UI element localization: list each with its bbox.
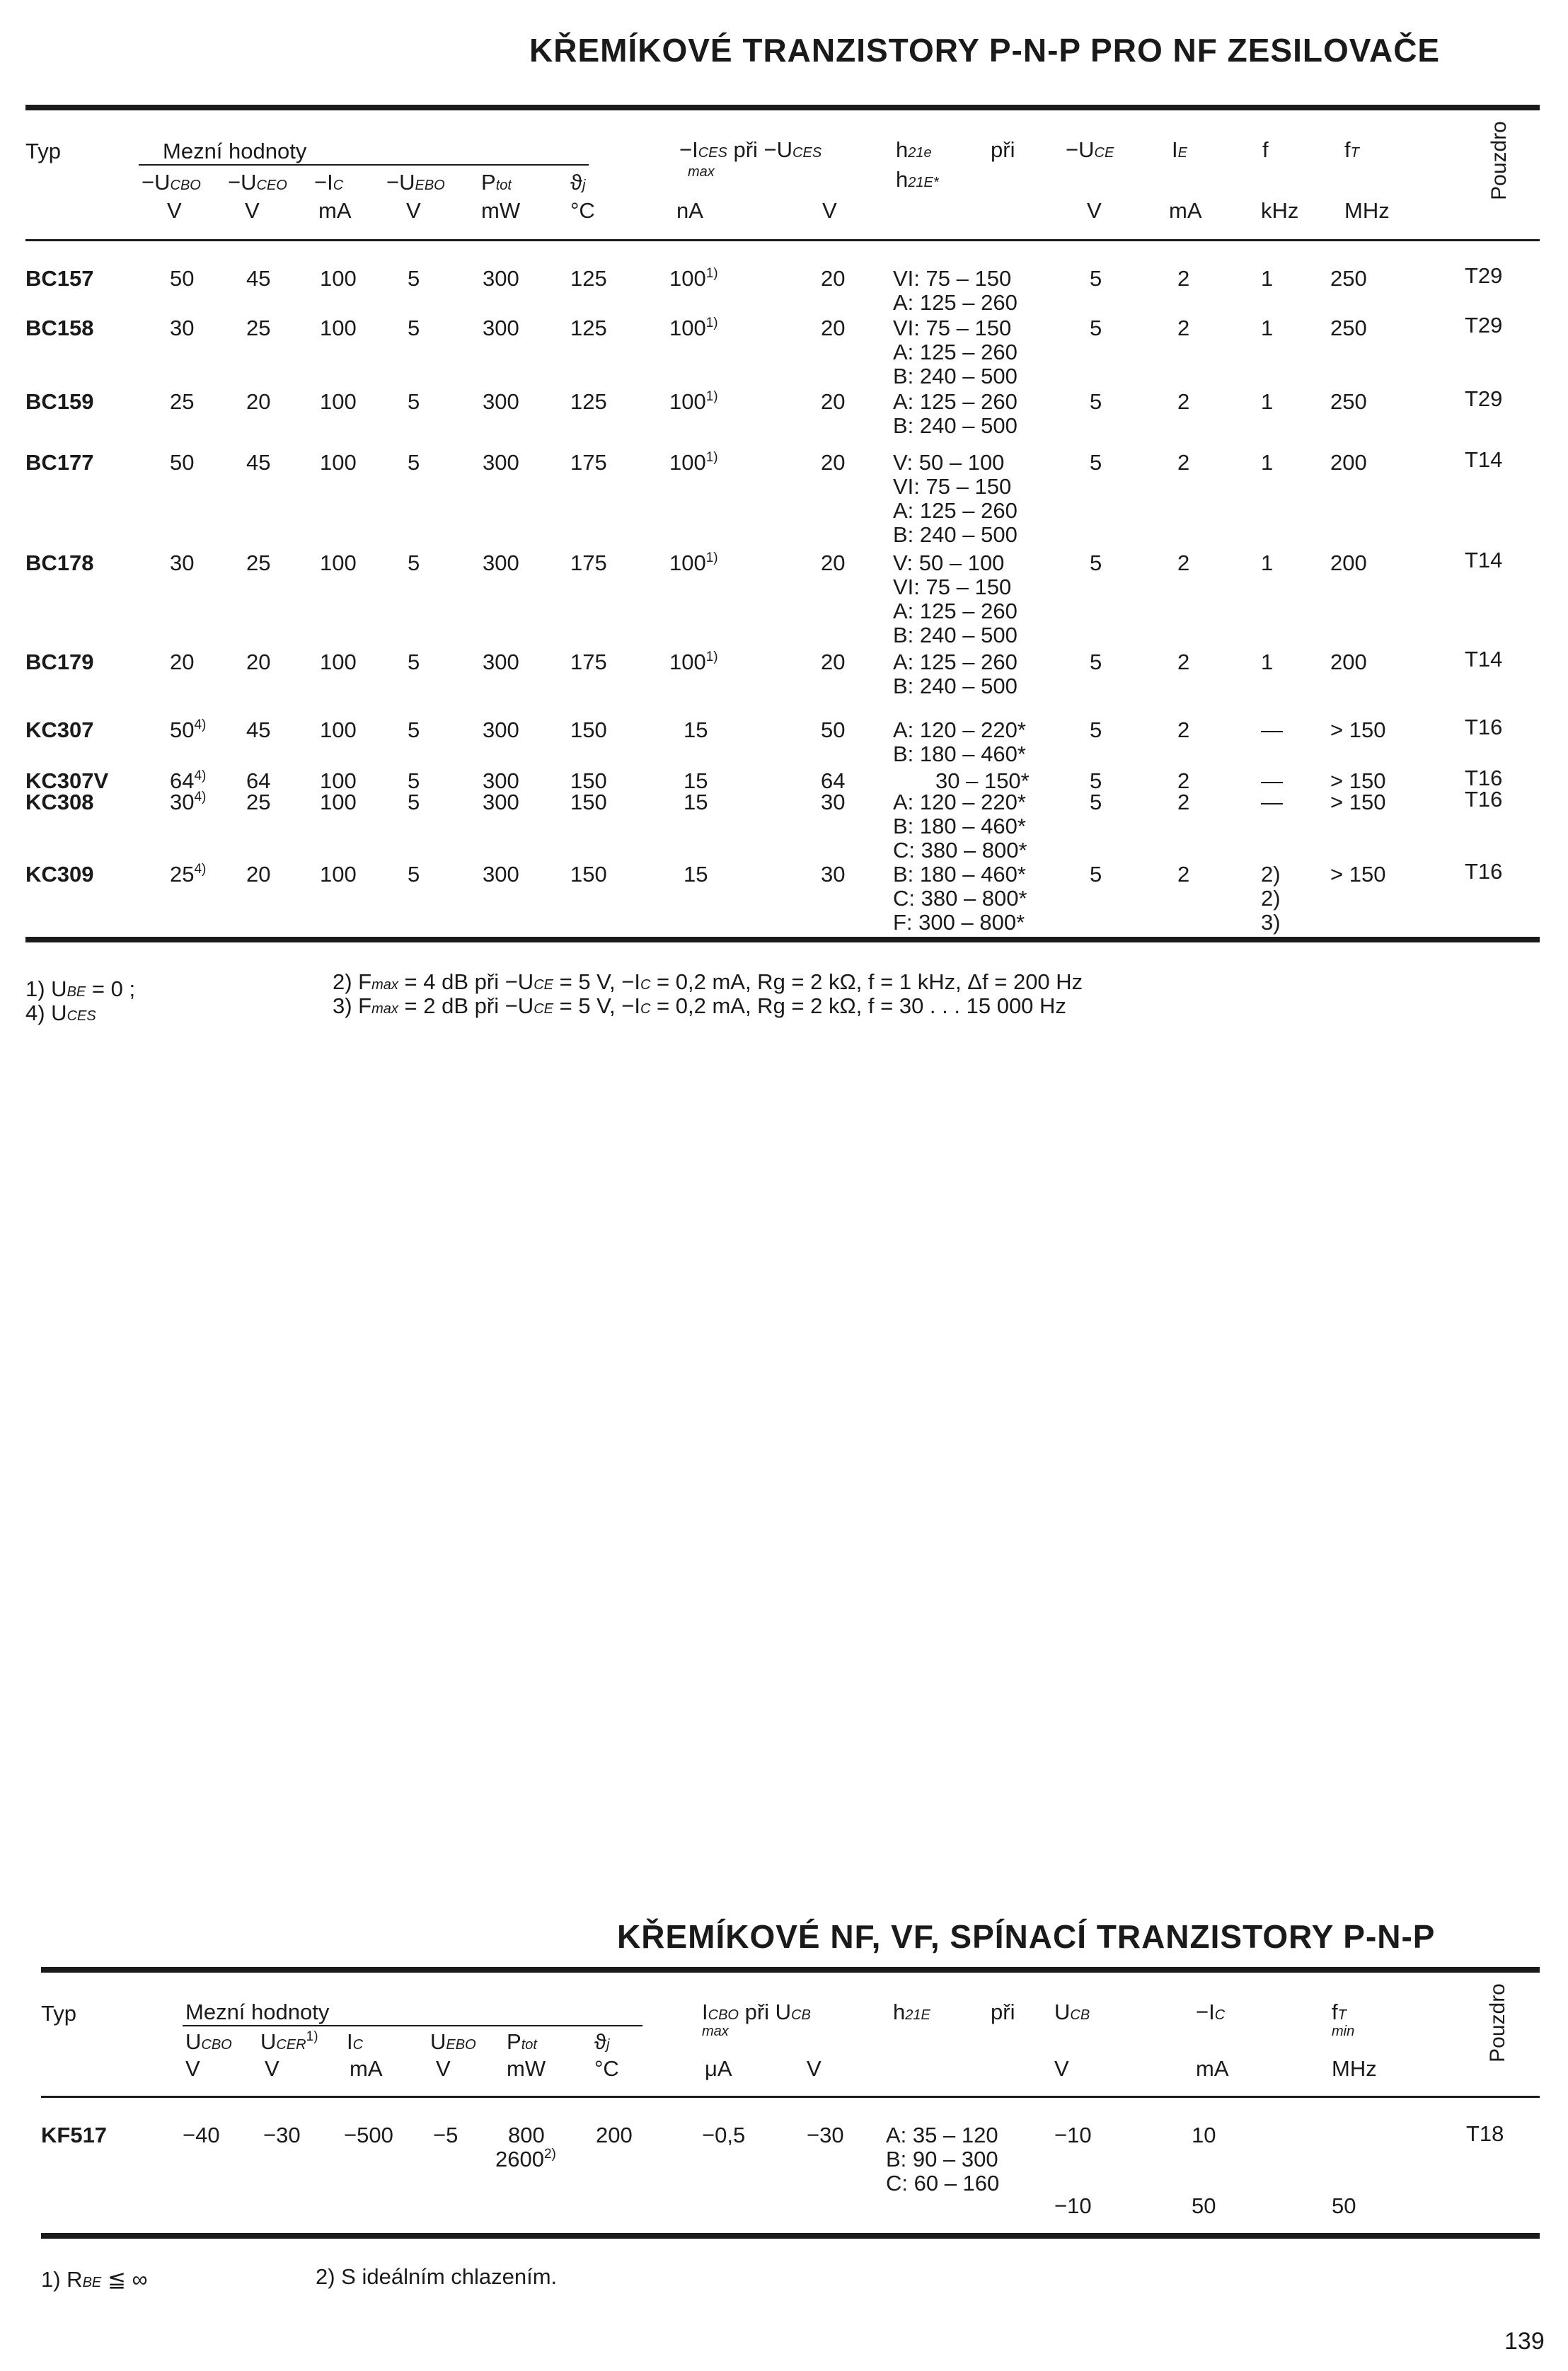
t2-cell-ic2a: 10 <box>1192 2123 1216 2147</box>
t1-cell-ices: 100$^{1)}$ <box>669 266 718 291</box>
t1-cell-uces: 20 <box>821 266 846 291</box>
footnote-mark: 4) <box>194 717 207 732</box>
t1-cell-h21: A: 125 – 260 <box>893 340 1018 364</box>
t1-cell-uces: 20 <box>821 650 846 674</box>
t1-cell-uebo: 5 <box>408 790 420 814</box>
t1-cell-typ: BC178 <box>25 550 94 575</box>
t1-cell-h21: VI: 75 – 150 <box>893 316 1012 340</box>
t1-cell-ic: 100 <box>320 717 357 742</box>
footnote-mark: 1) <box>705 389 718 404</box>
t1-cell-ft: > 150 <box>1330 862 1386 887</box>
t1-cell-uces: 20 <box>821 450 846 475</box>
t1-unit: nA <box>676 198 703 223</box>
t1-cell-uebo: 5 <box>408 266 420 291</box>
t2-cell-h21-2: C: 60 – 160 <box>886 2171 1000 2196</box>
footnote-mark: 1) <box>705 450 718 465</box>
t1-cell-ucbo: 30 <box>170 316 195 340</box>
t2-cell-ucbo: −40 <box>183 2123 220 2147</box>
table1-top-rule <box>25 105 1540 110</box>
t2-note-2: 2) S ideálním chlazením. <box>316 2264 558 2289</box>
t1-cell-typ: BC158 <box>25 316 94 340</box>
t2-hdr-ic: IC <box>347 2029 364 2054</box>
t1-cell-h21: B: 180 – 460* <box>893 814 1026 838</box>
t1-cell-h21: A: 125 – 260 <box>893 599 1018 623</box>
table2-bottom-rule <box>41 2233 1540 2239</box>
t2-cell-ucb: −30 <box>807 2123 844 2147</box>
t1-cell-uebo: 5 <box>408 717 420 742</box>
t1-cell-uebo: 5 <box>408 768 420 793</box>
t2-unit: V <box>265 2056 279 2081</box>
t2-header-rule <box>41 2096 1540 2098</box>
t1-cell-uce: 5 <box>1090 768 1102 793</box>
t1-cell-h21: C: 380 – 800* <box>893 838 1027 863</box>
t1-cell-uebo: 5 <box>408 650 420 674</box>
t1-cell-uebo: 5 <box>408 862 420 887</box>
t1-cell-uce: 5 <box>1090 316 1102 340</box>
t1-cell-h21: B: 240 – 500 <box>893 413 1018 438</box>
t1-unit: °C <box>570 198 595 223</box>
t1-cell-h21: A: 125 – 260 <box>893 650 1018 674</box>
t1-cell-ic: 100 <box>320 266 357 291</box>
t2-hdr-icbo: ICBO při UCB <box>702 2000 811 2024</box>
t1-note-3: 3) Fmax = 2 dB při −UCE = 5 V, −IC = 0,2 mA, Rg = 2 kΩ, f = 30 . . . 15 000 Hz <box>333 993 1066 1018</box>
t1-cell-tj: 175 <box>570 450 607 475</box>
t1-cell-typ: KC307V <box>25 768 109 793</box>
t2-unit: °C <box>594 2056 619 2081</box>
t1-cell-f: 1 <box>1261 389 1274 414</box>
t1-cell-ie: 2 <box>1177 650 1190 674</box>
t1-cell-pouzdro: T16 <box>1465 715 1503 739</box>
t1-hdr-ic: −IC <box>314 170 344 195</box>
t1-unit: V <box>167 198 182 223</box>
t2-cell-tj: 200 <box>596 2123 633 2147</box>
t2-hdr-mezni: Mezní hodnoty <box>185 2000 330 2024</box>
t1-cell-ices: 15 <box>684 717 708 742</box>
t2-hdr-tj: ϑj <box>594 2029 610 2054</box>
t1-cell-f: — <box>1261 790 1283 814</box>
t1-cell-h21: A: 125 – 260 <box>893 498 1018 523</box>
t1-cell-h21: B: 240 – 500 <box>893 674 1018 698</box>
t1-cell-h21: C: 380 – 800* <box>893 886 1027 911</box>
t2-unit: MHz <box>1332 2056 1377 2081</box>
t1-unit: mA <box>318 198 352 223</box>
t2-mezni-underline <box>183 2025 642 2026</box>
t1-cell-ic: 100 <box>320 862 357 887</box>
t1-cell-uce: 5 <box>1090 862 1102 887</box>
page-number: 139 <box>1504 2328 1545 2355</box>
t2-cell-ic2b: 50 <box>1192 2193 1216 2218</box>
t1-cell-ptot: 300 <box>483 266 519 291</box>
t1-cell-uebo: 5 <box>408 389 420 414</box>
t2-cell-ucb2a: −10 <box>1054 2123 1092 2147</box>
t1-cell-ie: 2 <box>1177 389 1190 414</box>
t1-cell-ie: 2 <box>1177 790 1190 814</box>
t1-cell-ft: 200 <box>1330 450 1367 475</box>
t1-hdr-ucbo: −UCBO <box>142 170 201 195</box>
t1-cell-f: 2) <box>1261 886 1281 911</box>
footnote-mark: 1) <box>705 316 718 330</box>
t1-cell-ptot: 300 <box>483 790 519 814</box>
t1-cell-pouzdro: T29 <box>1465 386 1503 411</box>
t1-cell-ft: 200 <box>1330 650 1367 674</box>
t1-cell-ic: 100 <box>320 790 357 814</box>
t1-cell-ft: > 150 <box>1330 717 1386 742</box>
t1-cell-ices: 15 <box>684 790 708 814</box>
t1-cell-h21: B: 180 – 460* <box>893 862 1026 887</box>
footnote-mark: 4) <box>194 862 207 877</box>
t1-cell-ptot: 300 <box>483 768 519 793</box>
t1-cell-h21: B: 240 – 500 <box>893 522 1018 547</box>
t1-unit: V <box>1087 198 1102 223</box>
t1-cell-ic: 100 <box>320 450 357 475</box>
t1-cell-h21: B: 240 – 500 <box>893 364 1018 388</box>
t1-hdr-uce: −UCE <box>1066 137 1114 162</box>
t1-cell-uce: 5 <box>1090 790 1102 814</box>
t1-cell-ft: 250 <box>1330 266 1367 291</box>
t1-cell-uce: 5 <box>1090 717 1102 742</box>
t1-unit: V <box>822 198 837 223</box>
footnote-mark: 4) <box>194 768 207 783</box>
t1-cell-f: 1 <box>1261 650 1274 674</box>
t1-cell-uceo: 20 <box>246 389 271 414</box>
t1-cell-uceo: 25 <box>246 550 271 575</box>
t1-cell-ptot: 300 <box>483 316 519 340</box>
t1-cell-tj: 125 <box>570 316 607 340</box>
t1-cell-tj: 125 <box>570 389 607 414</box>
t1-cell-h21: VI: 75 – 150 <box>893 474 1012 499</box>
t1-cell-ft: > 150 <box>1330 768 1386 793</box>
t2-unit: mA <box>1196 2056 1229 2081</box>
t1-cell-f: 1 <box>1261 450 1274 475</box>
t2-hdr-ucer: UCER$^{1)}$ <box>260 2029 318 2054</box>
t1-cell-typ: BC179 <box>25 650 94 674</box>
t1-cell-ices: 100$^{1)}$ <box>669 450 718 475</box>
t1-cell-uces: 30 <box>821 790 846 814</box>
t1-note-2: 2) Fmax = 4 dB při −UCE = 5 V, −IC = 0,2 mA, Rg = 2 kΩ, f = 1 kHz, Δf = 200 Hz <box>333 969 1083 994</box>
t1-cell-ptot: 300 <box>483 389 519 414</box>
t1-hdr-ices: −ICES při −UCES <box>679 137 822 162</box>
t2-cell-h21-1: B: 90 – 300 <box>886 2147 998 2171</box>
t1-cell-ie: 2 <box>1177 862 1190 887</box>
t1-cell-uceo: 20 <box>246 650 271 674</box>
t1-header-rule <box>25 239 1540 241</box>
t1-cell-uces: 20 <box>821 316 846 340</box>
t1-hdr-ie: IE <box>1172 137 1187 162</box>
t1-cell-h21: 30 – 150* <box>935 768 1030 793</box>
t1-cell-ie: 2 <box>1177 550 1190 575</box>
t2-hdr-h21: h21E <box>893 2000 930 2024</box>
t1-mezni-underline <box>139 164 589 166</box>
t1-hdr-ptot: Ptot <box>481 170 512 195</box>
t1-cell-pouzdro: T29 <box>1465 313 1503 338</box>
t2-cell-ucb2b: −10 <box>1054 2193 1092 2218</box>
t2-hdr-pri2: při <box>991 2000 1015 2024</box>
t1-cell-ie: 2 <box>1177 768 1190 793</box>
t2-hdr-ucbo: UCBO <box>185 2029 232 2054</box>
t1-cell-ie: 2 <box>1177 717 1190 742</box>
t1-cell-pouzdro: T16 <box>1465 859 1503 884</box>
t1-cell-ices: 15 <box>684 768 708 793</box>
t2-unit: V <box>436 2056 451 2081</box>
t1-cell-uebo: 5 <box>408 316 420 340</box>
t1-cell-ie: 2 <box>1177 316 1190 340</box>
t1-cell-pouzdro: T14 <box>1465 647 1503 671</box>
t1-cell-h21: B: 240 – 500 <box>893 623 1018 647</box>
t1-cell-ft: 250 <box>1330 316 1367 340</box>
t1-cell-h21: A: 120 – 220* <box>893 717 1026 742</box>
t2-hdr-uebo: UEBO <box>430 2029 476 2054</box>
t1-cell-ices: 100$^{1)}$ <box>669 316 718 340</box>
t1-unit: kHz <box>1261 198 1299 223</box>
t1-cell-ft: 200 <box>1330 550 1367 575</box>
t1-cell-h21: B: 180 – 460* <box>893 742 1026 766</box>
t1-cell-ft: 250 <box>1330 389 1367 414</box>
t1-cell-ie: 2 <box>1177 266 1190 291</box>
t1-cell-h21: A: 125 – 260 <box>893 389 1018 414</box>
t2-hdr-pouzdro: Pouzdro <box>1486 1983 1509 2063</box>
table2-title: KŘEMÍKOVÉ NF, VF, SPÍNACÍ TRANZISTORY P-N-P <box>617 1918 1436 1955</box>
t2-cell-h21-0: A: 35 – 120 <box>886 2123 998 2147</box>
t1-cell-uceo: 45 <box>246 450 271 475</box>
t1-unit: V <box>406 198 421 223</box>
t2-unit: V <box>185 2056 200 2081</box>
t1-cell-tj: 150 <box>570 768 607 793</box>
t2-cell-ptot: 800 <box>508 2123 545 2147</box>
t1-cell-uceo: 20 <box>246 862 271 887</box>
t1-cell-ices: 100$^{1)}$ <box>669 550 718 575</box>
t1-cell-uebo: 5 <box>408 550 420 575</box>
t1-cell-ucbo: 30$^{4)}$ <box>170 790 207 814</box>
t1-cell-h21: A: 120 – 220* <box>893 790 1026 814</box>
t1-cell-uces: 20 <box>821 550 846 575</box>
t1-note-4: 4) UCES <box>25 1000 96 1025</box>
t1-cell-uce: 5 <box>1090 389 1102 414</box>
t1-cell-f: 1 <box>1261 266 1274 291</box>
t2-cell-ucer: −30 <box>263 2123 301 2147</box>
t1-cell-typ: KC308 <box>25 790 94 814</box>
t1-cell-uceo: 64 <box>246 768 271 793</box>
t2-cell-ft: 50 <box>1332 2193 1356 2218</box>
t1-hdr-pri2: při <box>991 137 1015 162</box>
t2-note-1: 1) RBE ≦ ∞ <box>41 2267 148 2292</box>
t1-cell-ucbo: 50 <box>170 266 195 291</box>
t2-cell-ptot2: 2600$^{2)}$ <box>495 2147 556 2171</box>
t2-cell-typ: KF517 <box>41 2123 108 2147</box>
t1-hdr-pouzdro: Pouzdro <box>1487 121 1511 200</box>
t1-cell-ie: 2 <box>1177 450 1190 475</box>
t2-hdr-ucb2: UCB <box>1054 2000 1090 2024</box>
t1-unit: V <box>245 198 260 223</box>
t2-hdr-ft: fT <box>1332 2000 1347 2024</box>
table2-top-rule <box>41 1967 1540 1973</box>
t1-cell-ucbo: 25 <box>170 389 195 414</box>
t1-cell-ic: 100 <box>320 650 357 674</box>
t1-cell-ic: 100 <box>320 768 357 793</box>
t1-hdr-ft: fT <box>1344 137 1359 162</box>
t1-cell-ucbo: 64$^{4)}$ <box>170 768 207 793</box>
t1-cell-ucbo: 50$^{4)}$ <box>170 717 207 742</box>
table1-bottom-rule <box>25 937 1540 942</box>
t1-cell-f: 1 <box>1261 550 1274 575</box>
t1-cell-ptot: 300 <box>483 862 519 887</box>
t1-cell-uce: 5 <box>1090 266 1102 291</box>
t1-hdr-f: f <box>1262 137 1269 162</box>
t2-unit: mA <box>350 2056 383 2081</box>
t1-cell-h21: F: 300 – 800* <box>893 910 1025 935</box>
t1-cell-uce: 5 <box>1090 550 1102 575</box>
t1-cell-f: — <box>1261 768 1283 793</box>
t2-hdr-ic2: −IC <box>1196 2000 1226 2024</box>
t1-cell-ices: 15 <box>684 862 708 887</box>
t1-cell-uce: 5 <box>1090 650 1102 674</box>
t1-cell-ft: > 150 <box>1330 790 1386 814</box>
t1-cell-h21: V: 50 – 100 <box>893 450 1005 475</box>
table1-title: KŘEMÍKOVÉ TRANZISTORY P-N-P PRO NF ZESILOVAČE <box>529 32 1441 69</box>
t1-hdr-max: max <box>688 164 715 180</box>
t1-cell-ices: 100$^{1)}$ <box>669 650 718 674</box>
t1-cell-h21: VI: 75 – 150 <box>893 266 1012 291</box>
t1-cell-uceo: 25 <box>246 790 271 814</box>
t1-note-1: 1) UBE = 0 ; <box>25 976 136 1001</box>
t1-cell-uceo: 45 <box>246 266 271 291</box>
t1-cell-typ: BC157 <box>25 266 94 291</box>
t1-cell-typ: KC307 <box>25 717 94 742</box>
t1-hdr-h21b: h21E* <box>896 167 939 192</box>
t1-cell-tj: 175 <box>570 550 607 575</box>
t2-unit: μA <box>705 2056 732 2081</box>
t1-cell-ucbo: 50 <box>170 450 195 475</box>
t1-cell-h21: A: 125 – 260 <box>893 290 1018 315</box>
t1-cell-ic: 100 <box>320 389 357 414</box>
t2-hdr-ptot: Ptot <box>507 2029 537 2054</box>
t1-hdr-mezni: Mezní hodnoty <box>163 139 307 163</box>
t1-cell-f: 3) <box>1261 910 1281 935</box>
t1-cell-typ: BC177 <box>25 450 94 475</box>
t2-hdr-typ: Typ <box>41 2001 76 2026</box>
t2-cell-uebo: −5 <box>433 2123 459 2147</box>
t1-cell-tj: 150 <box>570 790 607 814</box>
t2-hdr-min: min <box>1332 2024 1355 2039</box>
t1-cell-ucbo: 25$^{4)}$ <box>170 862 207 887</box>
t1-cell-ptot: 300 <box>483 450 519 475</box>
t2-cell-icbo: −0,5 <box>702 2123 746 2147</box>
t1-cell-tj: 175 <box>570 650 607 674</box>
t1-unit: MHz <box>1344 198 1390 223</box>
t2-cell-ic: −500 <box>344 2123 393 2147</box>
t1-cell-h21: VI: 75 – 150 <box>893 575 1012 599</box>
footnote-mark: 1) <box>705 550 718 565</box>
t1-cell-pouzdro: T16 <box>1465 787 1503 812</box>
t1-cell-typ: BC159 <box>25 389 94 414</box>
t1-unit: mW <box>481 198 521 223</box>
t1-hdr-uebo: −UEBO <box>386 170 445 195</box>
t2-unit: mW <box>507 2056 546 2081</box>
t1-cell-tj: 150 <box>570 717 607 742</box>
t1-hdr-uceo: −UCEO <box>228 170 287 195</box>
t1-cell-ptot: 300 <box>483 550 519 575</box>
footnote-mark: 1) <box>705 266 718 281</box>
t1-hdr-typ: Typ <box>25 139 61 163</box>
t1-cell-ucbo: 20 <box>170 650 195 674</box>
t2-hdr-max: max <box>702 2024 729 2039</box>
t1-cell-uces: 64 <box>821 768 846 793</box>
t1-cell-uces: 20 <box>821 389 846 414</box>
t1-cell-typ: KC309 <box>25 862 94 887</box>
t1-cell-uceo: 45 <box>246 717 271 742</box>
t1-unit: mA <box>1169 198 1202 223</box>
t2-unit: V <box>1054 2056 1069 2081</box>
t1-cell-uces: 50 <box>821 717 846 742</box>
t1-cell-f: 2) <box>1261 862 1281 887</box>
t1-cell-ic: 100 <box>320 316 357 340</box>
t2-cell-pouzdro: T18 <box>1466 2121 1504 2146</box>
footnote-mark: 1) <box>705 650 718 664</box>
t1-cell-uces: 30 <box>821 862 846 887</box>
t1-cell-pouzdro: T14 <box>1465 548 1503 572</box>
t1-cell-pouzdro: T29 <box>1465 263 1503 288</box>
t1-cell-f: — <box>1261 717 1283 742</box>
t1-cell-ptot: 300 <box>483 650 519 674</box>
t1-cell-tj: 125 <box>570 266 607 291</box>
t1-cell-pouzdro: T16 <box>1465 766 1503 790</box>
t1-cell-uce: 5 <box>1090 450 1102 475</box>
t1-cell-pouzdro: T14 <box>1465 447 1503 472</box>
t1-cell-ptot: 300 <box>483 717 519 742</box>
t1-cell-ices: 100$^{1)}$ <box>669 389 718 414</box>
t1-cell-uceo: 25 <box>246 316 271 340</box>
t1-cell-f: 1 <box>1261 316 1274 340</box>
t1-hdr-h21: h21e <box>896 137 932 162</box>
footnote-mark: 4) <box>194 790 207 804</box>
t1-cell-h21: V: 50 – 100 <box>893 550 1005 575</box>
t1-cell-tj: 150 <box>570 862 607 887</box>
t1-hdr-tj: ϑj <box>570 170 586 195</box>
t1-cell-ucbo: 30 <box>170 550 195 575</box>
t1-cell-uebo: 5 <box>408 450 420 475</box>
t1-cell-ic: 100 <box>320 550 357 575</box>
t2-unit: V <box>807 2056 822 2081</box>
